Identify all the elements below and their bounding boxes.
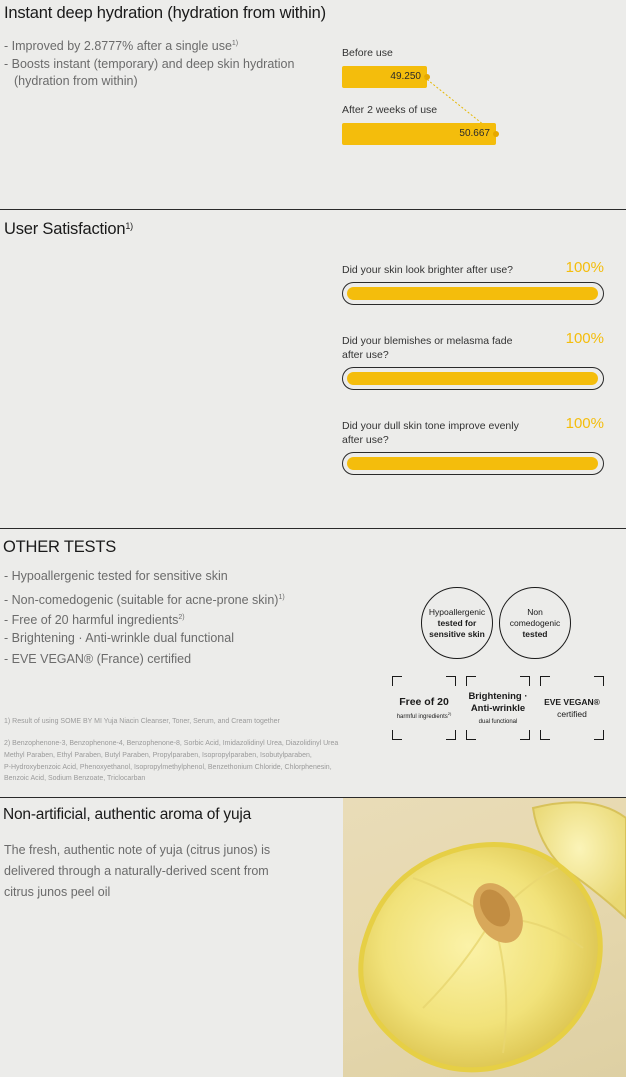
divider-2	[0, 528, 626, 529]
question-3-fill	[347, 457, 598, 470]
other-bullet-1: - Hypoallergenic tested for sensitive skin	[4, 569, 228, 583]
footnote-2-line-4: Benzoic Acid, Sodium Benzoate, Triclocarban	[4, 775, 146, 782]
hydration-title: Instant deep hydration (hydration from within)	[4, 4, 326, 22]
question-3-track	[342, 452, 604, 475]
question-1: Did your skin look brighter after use?	[342, 264, 513, 276]
yuja-slice-photo	[343, 798, 626, 1077]
other-bullet-3: - Free of 20 harmful ingredients$^{2)}$	[4, 613, 185, 628]
question-2: Did your blemishes or melasma fade after use?	[342, 335, 513, 361]
before-use-value: 49.250	[390, 71, 421, 82]
other-tests-title: OTHER TESTS	[3, 538, 117, 556]
after-use-bar	[342, 123, 496, 145]
badge-eve-vegan: EVE VEGAN® certified	[540, 676, 604, 740]
badge-hypoallergenic: Hypoallergenic tested for sensitive skin	[421, 587, 493, 659]
after-use-value: 50.667	[459, 128, 490, 139]
question-1-fill	[347, 287, 598, 300]
question-3: Did your dull skin tone improve evenly after use?	[342, 420, 519, 446]
other-bullet-2: - Non-comedogenic (suitable for acne-prone skin)$^{1)}$	[4, 593, 285, 608]
before-use-bar	[342, 66, 427, 88]
aroma-description: The fresh, authentic note of yuja (citrus junos) is delivered through a naturally-derived scent from citrus junos peel oil	[4, 843, 271, 899]
badge-brightening: Brightening · Anti-wrinkle dual functional	[466, 676, 530, 740]
footnote-2-line-3: P-Hydroxybenzoic Acid, Phenoxyethanol, Isopropylmethylphenol, Benzethonium Chloride, Chlorphenesin,	[4, 764, 332, 771]
other-bullet-5: - EVE VEGAN® (France) certified	[4, 652, 192, 666]
hydration-bullet-2: - Boosts instant (temporary) and deep skin hydration	[4, 57, 295, 71]
footnote-2-line-1: 2) Benzophenone-3, Benzophenone-4, Benzophenone-8, Sorbic Acid, Imidazolidinyl Urea, Diazolidinyl Urea	[4, 740, 339, 747]
other-bullet-4: - Brightening · Anti-wrinkle dual functional	[4, 631, 234, 645]
footnote-1: 1) Result of using SOME BY MI Yuja Niacin Cleanser, Toner, Serum, and Cream together	[4, 718, 280, 725]
footnote-2-line-2: Methyl Paraben, Ethyl Paraben, Butyl Paraben, Propylparaben, Isopropylparaben, Isobutylparaben,	[4, 752, 312, 759]
after-use-label: After 2 weeks of use	[342, 104, 438, 116]
before-use-label: Before use	[342, 47, 393, 59]
after-dot	[493, 131, 499, 137]
satisfaction-title: User Satisfaction$^{1)}$	[4, 220, 133, 238]
hydration-bullet-1: - Improved by 2.8777% after a single use$^{1)}$	[4, 39, 239, 54]
question-2-fill	[347, 372, 598, 385]
badge-free-of-20: Free of 20 harmful ingredients$^{2)}$	[392, 676, 456, 740]
question-1-track	[342, 282, 604, 305]
divider-1	[0, 209, 626, 210]
hydration-bullet-2-cont: (hydration from within)	[14, 74, 138, 88]
question-1-percent: 100%	[565, 259, 604, 276]
question-2-track	[342, 367, 604, 390]
question-2-percent: 100%	[565, 330, 604, 347]
question-3-percent: 100%	[565, 415, 604, 432]
badge-non-comedogenic: Non comedogenic tested	[499, 587, 571, 659]
aroma-title: Non-artificial, authentic aroma of yuja	[3, 806, 252, 823]
